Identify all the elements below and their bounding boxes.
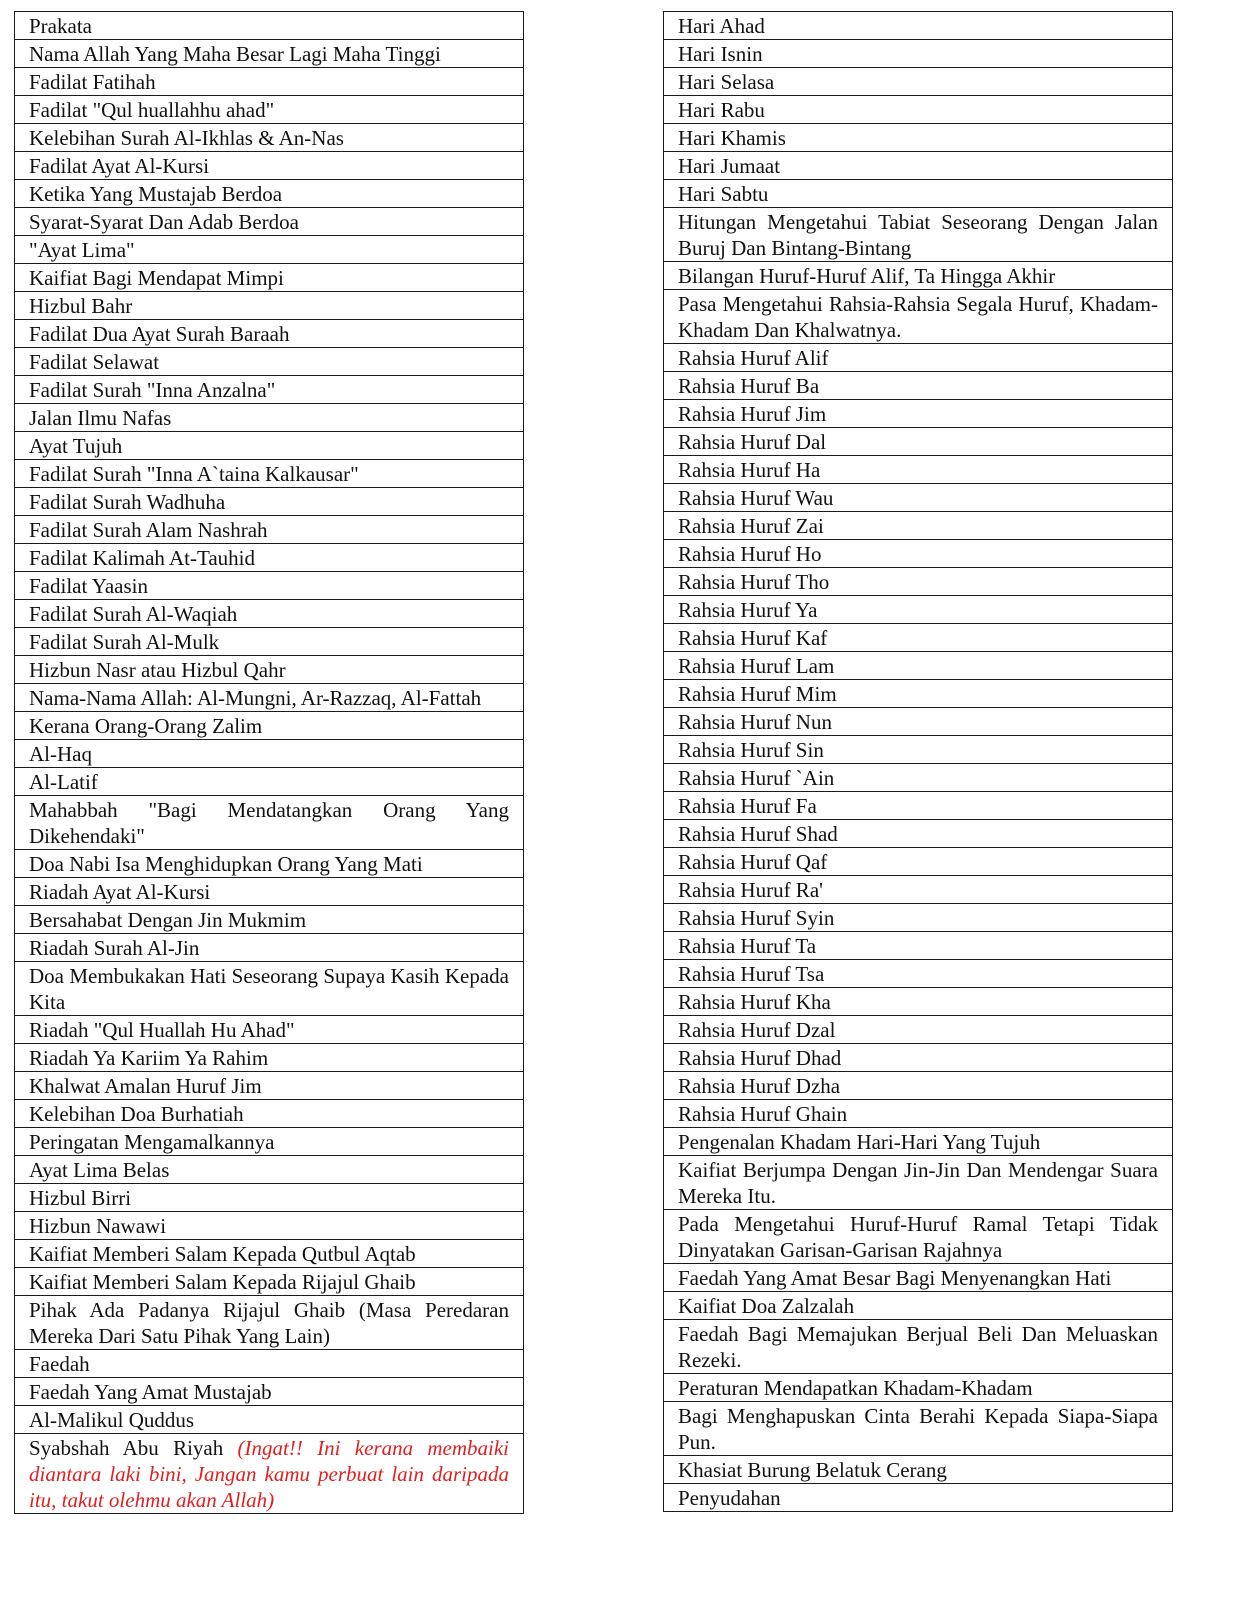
toc-entry: Khasiat Burung Belatuk Cerang <box>664 1456 1173 1484</box>
table-row <box>15 1296 524 1350</box>
table-row <box>664 708 1173 736</box>
table-row <box>664 1210 1173 1264</box>
toc-entry: Pengenalan Khadam Hari-Hari Yang Tujuh <box>664 1128 1173 1156</box>
toc-entry: Faedah Yang Amat Mustajab <box>15 1378 524 1406</box>
table-row <box>15 878 524 906</box>
toc-entry: Khalwat Amalan Huruf Jim <box>15 1072 524 1100</box>
toc-entry: Rahsia Huruf Mim <box>664 680 1173 708</box>
table-row <box>664 736 1173 764</box>
toc-entry: Riadah Ya Kariim Ya Rahim <box>15 1044 524 1072</box>
table-row <box>15 684 524 712</box>
table-row <box>15 1406 524 1434</box>
table-row <box>664 180 1173 208</box>
toc-entry: Hizbun Nawawi <box>15 1212 524 1240</box>
table-row <box>664 1128 1173 1156</box>
toc-entry: Fadilat Kalimah At-Tauhid <box>15 544 524 572</box>
table-row <box>664 568 1173 596</box>
table-row <box>15 40 524 68</box>
toc-entry: Hari Jumaat <box>664 152 1173 180</box>
table-row <box>664 124 1173 152</box>
toc-entry: Fadilat Dua Ayat Surah Baraah <box>15 320 524 348</box>
table-row <box>15 1156 524 1184</box>
toc-entry: Rahsia Huruf Ya <box>664 596 1173 624</box>
toc-entry: Fadilat Surah Wadhuha <box>15 488 524 516</box>
table-row <box>664 792 1173 820</box>
toc-entry: Kaifiat Doa Zalzalah <box>664 1292 1173 1320</box>
toc-left-last <box>15 1434 524 1514</box>
table-row <box>15 236 524 264</box>
toc-entry: Hari Sabtu <box>664 180 1173 208</box>
table-row <box>15 1100 524 1128</box>
toc-entry: Fadilat Yaasin <box>15 572 524 600</box>
toc-entry: Fadilat Surah Alam Nashrah <box>15 516 524 544</box>
table-row <box>664 1072 1173 1100</box>
table-row <box>664 904 1173 932</box>
table-row <box>664 1292 1173 1320</box>
toc-entry: Kaifiat Memberi Salam Kepada Rijajul Ghaib <box>15 1268 524 1296</box>
table-row <box>15 962 524 1016</box>
toc-entry: Kaifiat Bagi Mendapat Mimpi <box>15 264 524 292</box>
table-row <box>15 544 524 572</box>
toc-entry: Kerana Orang-Orang Zalim <box>15 712 524 740</box>
toc-entry: Fadilat "Qul huallahhu ahad" <box>15 96 524 124</box>
table-row <box>15 124 524 152</box>
toc-entry: Fadilat Ayat Al-Kursi <box>15 152 524 180</box>
toc-entry: Mahabbah "Bagi Mendatangkan Orang Yang Dikehendaki" <box>15 796 524 850</box>
table-row <box>664 1484 1173 1512</box>
table-row <box>664 988 1173 1016</box>
toc-entry: Rahsia Huruf Zai <box>664 512 1173 540</box>
table-row <box>664 372 1173 400</box>
table-row <box>664 960 1173 988</box>
table-row <box>664 764 1173 792</box>
table-row <box>15 1128 524 1156</box>
toc-entry: Bilangan Huruf-Huruf Alif, Ta Hingga Akhir <box>664 262 1173 290</box>
table-row <box>15 180 524 208</box>
table-row <box>15 572 524 600</box>
table-row <box>664 40 1173 68</box>
toc-entry: Jalan Ilmu Nafas <box>15 404 524 432</box>
table-row <box>664 484 1173 512</box>
table-row <box>15 1072 524 1100</box>
toc-entry: Ayat Tujuh <box>15 432 524 460</box>
toc-entry: Hari Selasa <box>664 68 1173 96</box>
toc-entry: Rahsia Huruf Tsa <box>664 960 1173 988</box>
toc-entry: Hizbul Bahr <box>15 292 524 320</box>
toc-entry: Hari Ahad <box>664 12 1173 40</box>
table-row <box>15 208 524 236</box>
table-row <box>15 292 524 320</box>
table-row <box>15 348 524 376</box>
table-row <box>15 1240 524 1268</box>
toc-entry: Fadilat Selawat <box>15 348 524 376</box>
toc-entry: Hari Khamis <box>664 124 1173 152</box>
toc-entry: Rahsia Huruf Ba <box>664 372 1173 400</box>
table-row <box>15 516 524 544</box>
table-row <box>15 1378 524 1406</box>
table-row <box>15 432 524 460</box>
table-row <box>664 68 1173 96</box>
table-row <box>664 400 1173 428</box>
toc-entry: Rahsia Huruf Qaf <box>664 848 1173 876</box>
toc-entry: Fadilat Surah "Inna A`taina Kalkausar" <box>15 460 524 488</box>
toc-entry: Riadah "Qul Huallah Hu Ahad" <box>15 1016 524 1044</box>
table-row <box>15 1184 524 1212</box>
table-row <box>664 512 1173 540</box>
toc-entry <box>15 1434 524 1514</box>
table-row <box>15 376 524 404</box>
table-row <box>664 96 1173 124</box>
toc-entry: Al-Haq <box>15 740 524 768</box>
table-row <box>15 320 524 348</box>
toc-entry: Rahsia Huruf Dzha <box>664 1072 1173 1100</box>
table-row <box>15 1350 524 1378</box>
toc-entry: Ketika Yang Mustajab Berdoa <box>15 180 524 208</box>
toc-entry: Riadah Surah Al-Jin <box>15 934 524 962</box>
table-row <box>664 1456 1173 1484</box>
toc-entry: Doa Nabi Isa Menghidupkan Orang Yang Mati <box>15 850 524 878</box>
table-row <box>15 264 524 292</box>
table-row <box>15 1434 524 1514</box>
toc-entry: Ayat Lima Belas <box>15 1156 524 1184</box>
toc-entry: Rahsia Huruf Lam <box>664 652 1173 680</box>
table-row <box>15 712 524 740</box>
toc-entry: Rahsia Huruf Kha <box>664 988 1173 1016</box>
table-row <box>664 344 1173 372</box>
table-row <box>664 1374 1173 1402</box>
toc-entry: Peringatan Mengamalkannya <box>15 1128 524 1156</box>
toc-entry: Kelebihan Surah Al-Ikhlas & An-Nas <box>15 124 524 152</box>
table-row <box>664 12 1173 40</box>
table-row <box>15 796 524 850</box>
toc-entry: Rahsia Huruf Fa <box>664 792 1173 820</box>
table-row <box>15 850 524 878</box>
toc-left-body <box>15 12 524 1434</box>
toc-entry: Fadilat Surah Al-Waqiah <box>15 600 524 628</box>
table-row <box>664 1100 1173 1128</box>
toc-entry: Rahsia Huruf Kaf <box>664 624 1173 652</box>
toc-table-left <box>14 11 524 1514</box>
table-row <box>664 596 1173 624</box>
toc-entry: Rahsia Huruf Alif <box>664 344 1173 372</box>
toc-entry: Doa Membukakan Hati Seseorang Supaya Kasih Kepada Kita <box>15 962 524 1016</box>
toc-entry: Fadilat Fatihah <box>15 68 524 96</box>
table-row <box>15 68 524 96</box>
table-row <box>664 208 1173 262</box>
toc-entry: Rahsia Huruf Ho <box>664 540 1173 568</box>
table-row <box>15 1212 524 1240</box>
toc-table-right <box>663 11 1173 1512</box>
table-row <box>664 290 1173 344</box>
toc-entry: Faedah Yang Amat Besar Bagi Menyenangkan Hati <box>664 1264 1173 1292</box>
toc-entry: Rahsia Huruf `Ain <box>664 764 1173 792</box>
toc-entry: Bagi Menghapuskan Cinta Berahi Kepada Siapa-Siapa Pun. <box>664 1402 1173 1456</box>
toc-entry: Hitungan Mengetahui Tabiat Seseorang Dengan Jalan Buruj Dan Bintang-Bintang <box>664 208 1173 262</box>
table-row <box>15 934 524 962</box>
toc-entry: Riadah Ayat Al-Kursi <box>15 878 524 906</box>
toc-entry: Fadilat Surah "Inna Anzalna" <box>15 376 524 404</box>
toc-entry: Penyudahan <box>664 1484 1173 1512</box>
table-row <box>664 1264 1173 1292</box>
toc-entry-title: Syabshah Abu Riyah <box>29 1436 224 1460</box>
table-row <box>15 600 524 628</box>
toc-entry: Peraturan Mendapatkan Khadam-Khadam <box>664 1374 1173 1402</box>
table-row <box>15 152 524 180</box>
toc-entry: Rahsia Huruf Tho <box>664 568 1173 596</box>
toc-entry: Nama Allah Yang Maha Besar Lagi Maha Tinggi <box>15 40 524 68</box>
table-row <box>664 1156 1173 1210</box>
table-row <box>15 740 524 768</box>
toc-entry: Hari Isnin <box>664 40 1173 68</box>
table-row <box>664 540 1173 568</box>
table-row <box>664 848 1173 876</box>
toc-entry: Rahsia Huruf Ha <box>664 456 1173 484</box>
toc-entry: Rahsia Huruf Ta <box>664 932 1173 960</box>
table-row <box>15 12 524 40</box>
table-row <box>664 1044 1173 1072</box>
table-row <box>15 460 524 488</box>
toc-entry: "Ayat Lima" <box>15 236 524 264</box>
table-row <box>15 1268 524 1296</box>
table-row <box>664 932 1173 960</box>
toc-entry: Rahsia Huruf Ghain <box>664 1100 1173 1128</box>
toc-right-body <box>664 12 1173 1512</box>
toc-entry: Syarat-Syarat Dan Adab Berdoa <box>15 208 524 236</box>
toc-entry: Pada Mengetahui Huruf-Huruf Ramal Tetapi Tidak Dinyatakan Garisan-Garisan Rajahnya <box>664 1210 1173 1264</box>
toc-entry: Rahsia Huruf Shad <box>664 820 1173 848</box>
toc-entry: Rahsia Huruf Nun <box>664 708 1173 736</box>
toc-entry: Hizbun Nasr atau Hizbul Qahr <box>15 656 524 684</box>
toc-entry: Prakata <box>15 12 524 40</box>
table-row <box>15 96 524 124</box>
table-row <box>15 768 524 796</box>
table-row <box>664 624 1173 652</box>
toc-entry: Rahsia Huruf Syin <box>664 904 1173 932</box>
table-row <box>15 404 524 432</box>
table-row <box>664 876 1173 904</box>
table-row <box>664 652 1173 680</box>
table-row <box>664 1320 1173 1374</box>
table-row <box>15 656 524 684</box>
toc-entry: Rahsia Huruf Dal <box>664 428 1173 456</box>
table-row <box>15 1016 524 1044</box>
toc-entry-note: (Ingat!! Ini kerana membaiki diantara laki bini, Jangan kamu perbuat lain daripada itu, takut olehmu akan Allah) <box>29 1436 510 1512</box>
table-row <box>664 680 1173 708</box>
toc-entry: Faedah Bagi Memajukan Berjual Beli Dan Meluaskan Rezeki. <box>664 1320 1173 1374</box>
toc-entry: Rahsia Huruf Jim <box>664 400 1173 428</box>
table-row <box>664 1016 1173 1044</box>
toc-entry: Kaifiat Berjumpa Dengan Jin-Jin Dan Mendengar Suara Mereka Itu. <box>664 1156 1173 1210</box>
toc-entry: Fadilat Surah Al-Mulk <box>15 628 524 656</box>
toc-entry: Hari Rabu <box>664 96 1173 124</box>
toc-entry: Hizbul Birri <box>15 1184 524 1212</box>
table-row <box>664 456 1173 484</box>
table-row <box>15 488 524 516</box>
toc-entry: Nama-Nama Allah: Al-Mungni, Ar-Razzaq, Al-Fattah <box>15 684 524 712</box>
toc-entry: Pasa Mengetahui Rahsia-Rahsia Segala Huruf, Khadam-Khadam Dan Khalwatnya. <box>664 290 1173 344</box>
table-row <box>664 820 1173 848</box>
table-row <box>664 1402 1173 1456</box>
table-row <box>15 628 524 656</box>
table-row <box>15 906 524 934</box>
toc-entry: Al-Malikul Quddus <box>15 1406 524 1434</box>
toc-entry: Rahsia Huruf Ra' <box>664 876 1173 904</box>
toc-entry: Kaifiat Memberi Salam Kepada Qutbul Aqtab <box>15 1240 524 1268</box>
toc-entry: Pihak Ada Padanya Rijajul Ghaib (Masa Peredaran Mereka Dari Satu Pihak Yang Lain) <box>15 1296 524 1350</box>
toc-entry: Kelebihan Doa Burhatiah <box>15 1100 524 1128</box>
table-row <box>15 1044 524 1072</box>
toc-entry: Rahsia Huruf Wau <box>664 484 1173 512</box>
toc-entry: Bersahabat Dengan Jin Mukmim <box>15 906 524 934</box>
table-row <box>664 262 1173 290</box>
table-row <box>664 428 1173 456</box>
toc-entry: Al-Latif <box>15 768 524 796</box>
toc-entry: Rahsia Huruf Sin <box>664 736 1173 764</box>
table-row <box>664 152 1173 180</box>
toc-entry: Faedah <box>15 1350 524 1378</box>
toc-entry: Rahsia Huruf Dzal <box>664 1016 1173 1044</box>
toc-entry: Rahsia Huruf Dhad <box>664 1044 1173 1072</box>
